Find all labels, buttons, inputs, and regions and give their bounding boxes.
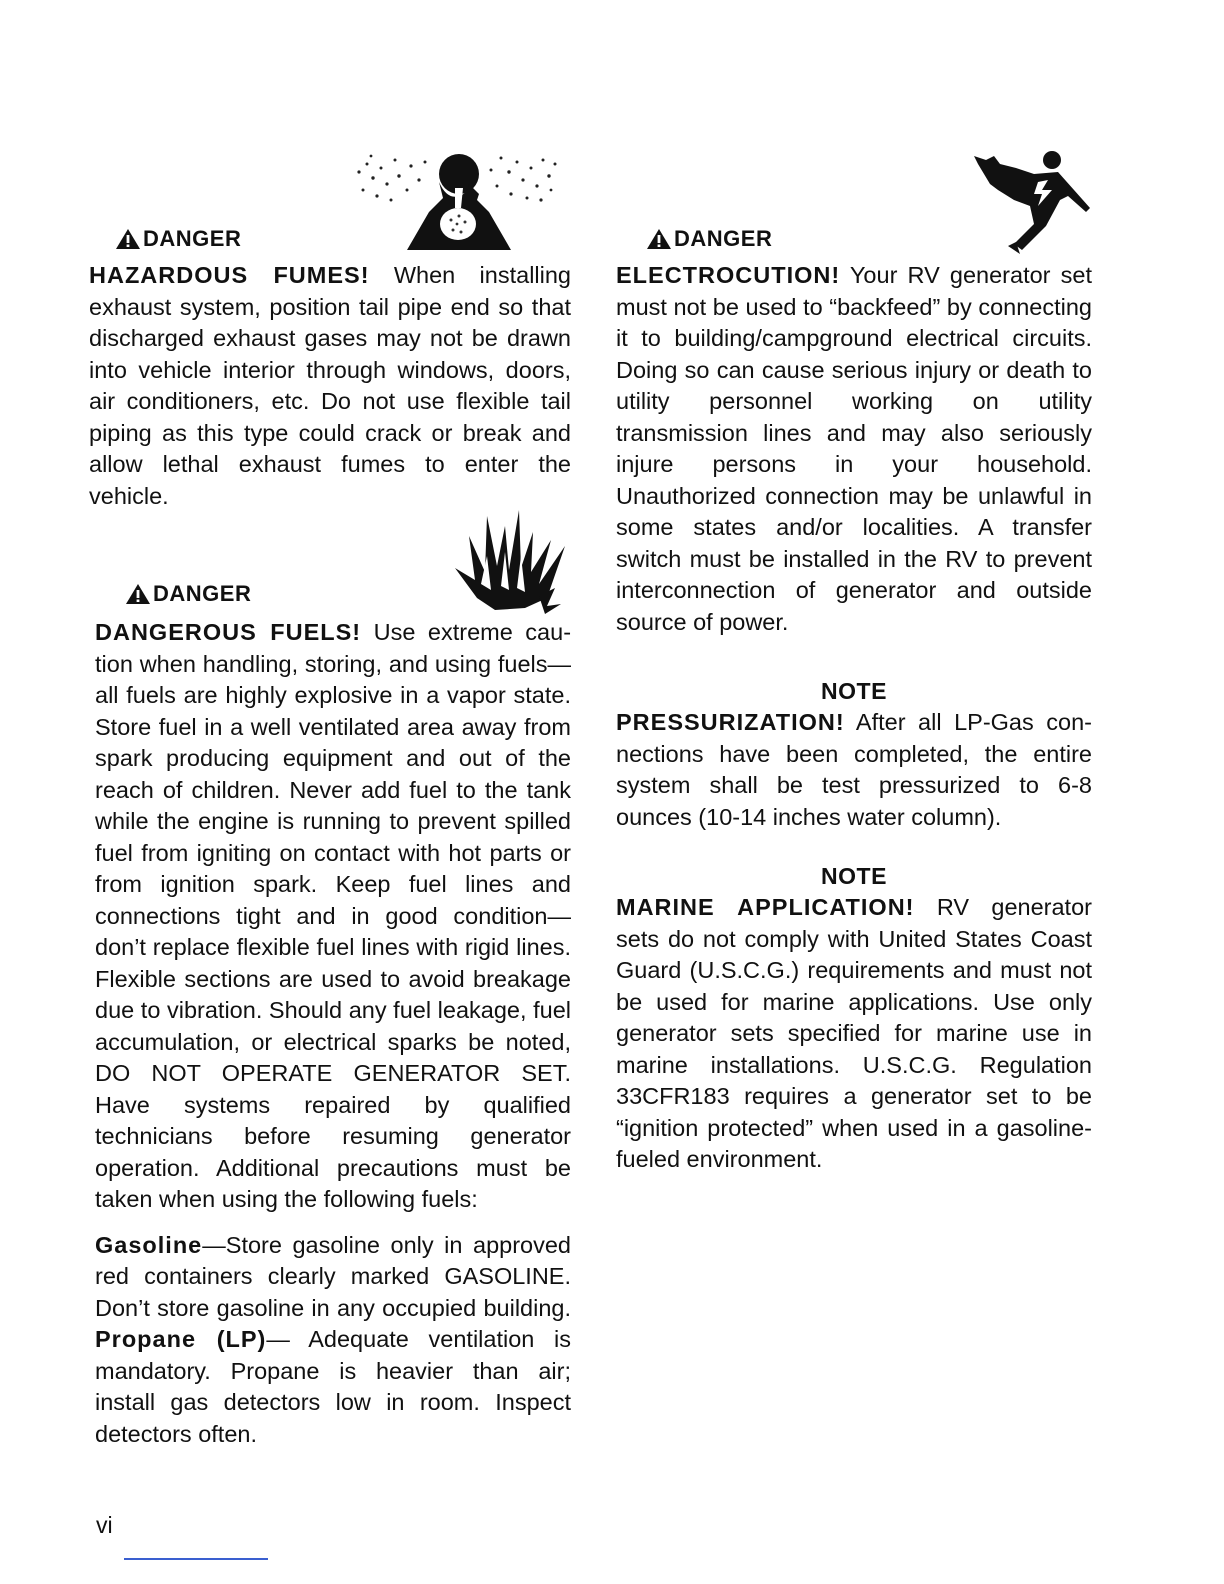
warning-triangle-icon [646, 228, 672, 250]
danger-label: DANGER [115, 226, 241, 252]
marine-paragraph [616, 892, 1092, 1176]
right-column [616, 150, 1092, 1176]
propane-text: — Adequate ventilation is mandatory. Propane is heavier than air; install gas detectors low in room. Inspect detectors often. [95, 1326, 571, 1447]
warning-triangle-icon [125, 583, 151, 605]
pressurization-text: After all LP-Gas connections have been completed, the entire system shall be test pressurized to 6-8 ounces (10-14 inches water column). [616, 709, 1092, 830]
page-number: vi [96, 1512, 113, 1538]
electro-danger-header [616, 150, 1092, 260]
danger-label: DANGER [125, 581, 251, 607]
fuels-text: Use extreme caution when handling, storing, and using fuels—all fuels are highly explosive in a vapor state. Store fuel in a well ventilated area away from spark producing equipment and out of the reach of children. Never add fuel to the tank while the engine is running to prevent spilled fuel from igniting on contact with hot parts or from ignition spark. Keep fuel lines and connections tight and in good condition—don’t replace flexible fuel lines with rigid lines. Flexible sections are used to avoid breakage due to vibration. Should any fuel leakage, fuel accumulation, or electrical sparks be noted, DO NOT OPERATE GENERATOR SET. Have systems repaired by qualified technicians before resuming generator operation. Additional precautions must be taken when using the following fuels: [95, 619, 572, 1212]
electric-shock-icon [972, 150, 1096, 256]
left-column [89, 150, 571, 1450]
fumes-heading: HAZARDOUS FUMES! [89, 262, 370, 288]
electro-paragraph [616, 260, 1092, 638]
fumes-danger-header [89, 150, 571, 260]
note-title: NOTE [821, 863, 887, 889]
fumes-paragraph [89, 260, 571, 512]
flame-icon [451, 506, 569, 618]
fuels-danger-header [89, 512, 571, 617]
note-title: NOTE [821, 678, 887, 704]
pressurization-heading: PRESSURIZATION! [616, 709, 845, 735]
warning-triangle-icon [115, 228, 141, 250]
pressurization-paragraph [616, 707, 1092, 833]
bottom-rule [124, 1558, 268, 1560]
fumes-text: When installing exhaust system, position tail pipe end so that discharged exhaust gases may not be drawn into vehicle interior through windows, doors, air conditioners, etc. Do not use flexible tail piping as this type could crack or break and allow lethal exhaust fumes to enter the vehicle. [89, 262, 571, 509]
electro-heading: ELECTROCUTION! [616, 262, 841, 288]
danger-label: DANGER [646, 226, 772, 252]
propane-heading: Propane (LP) [95, 1326, 267, 1352]
gasoline-paragraph [95, 1230, 571, 1451]
gasoline-heading: Gasoline [95, 1231, 203, 1258]
fumes-person-icon [351, 150, 561, 258]
fuels-heading: DANGEROUS FUELS! [95, 619, 362, 645]
marine-heading: MARINE APPLICATION! [616, 894, 915, 920]
gasoline-text: —Store gasoline only in approved red containers clearly marked GASOLINE. Don’t store gasoline in any occupied building. [95, 1231, 571, 1321]
fuels-paragraph [95, 617, 571, 1216]
marine-text: RV generator sets do not comply with United States Coast Guard (U.S.C.G.) requirements and must not be used for marine applications. Use only generator sets specified for marine use in marine installations. U.S.C.G. Regulation 33CFR183 requires a generator set to be “ignition protected” when used in a gasoline-fueled environment. [616, 894, 1092, 1172]
electro-text: Your RV generator set must not be used to “backfeed” by connecting it to building/campground electrical circuits. Doing so can cause serious injury or death to utility personnel working on utility transmission lines and may also seriously injure persons in your household. Unauthorized connection may be unlawful in some states and/or localities. A transfer switch must be installed in the RV to prevent interconnection of generator and outside source of power. [616, 262, 1092, 635]
